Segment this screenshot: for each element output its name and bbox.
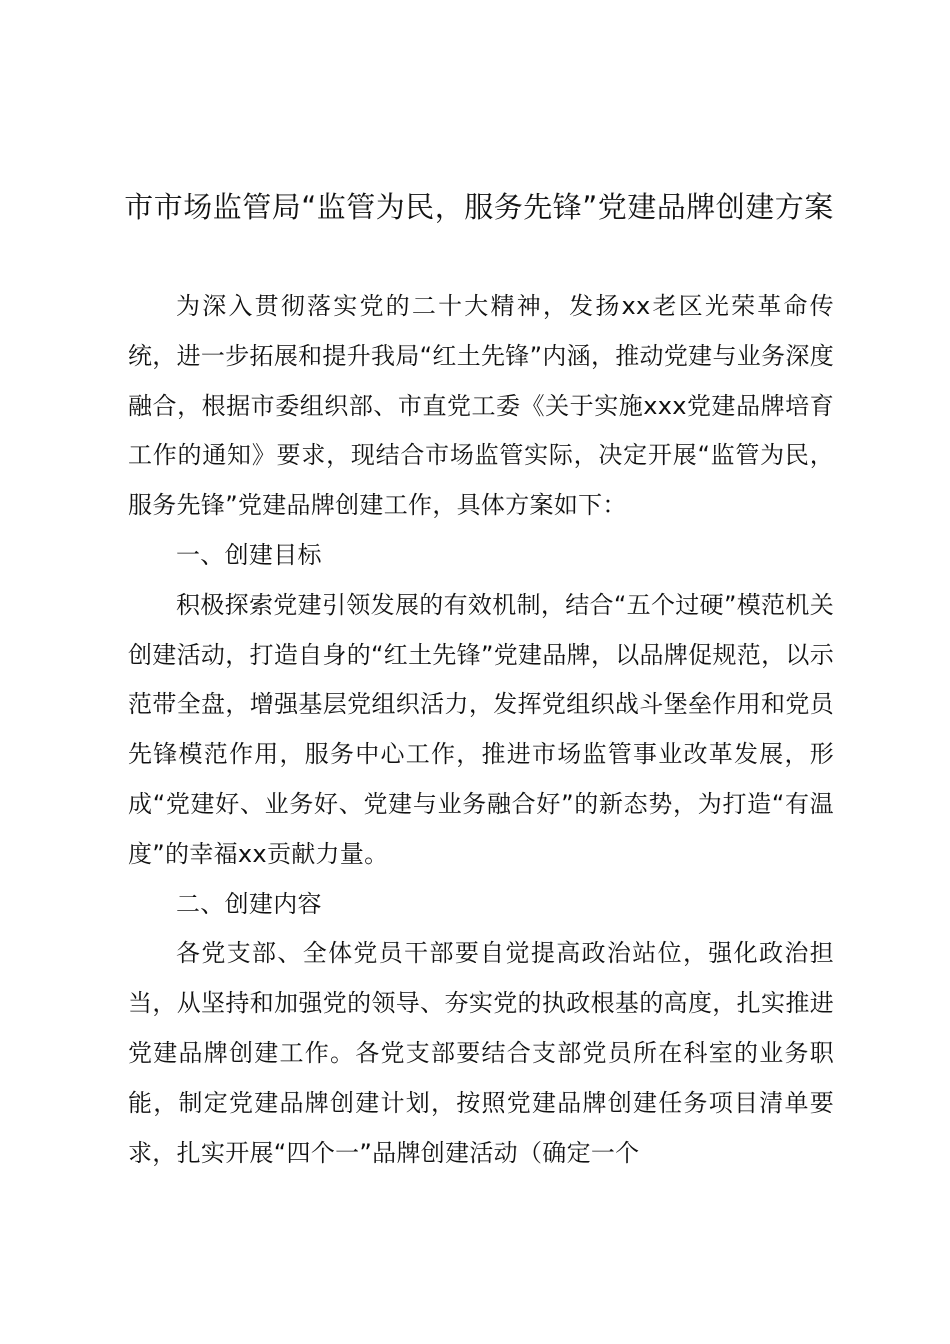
goals-paragraph: 积极探索党建引领发展的有效机制，结合“五个过硬”模范机关创建活动，打造自身的“红土先锋”党建品牌，以品牌促规范，以示范带全盘，增强基层党组织活力，发挥党组织战斗堡垒作用和党员先锋模范作用，服务中心工作，推进市场监管事业改革发展，形成“党建好、业务好、党建与业务融合好”的新态势，为打造“有温度”的幸福xx贡献力量。 bbox=[128, 590, 834, 868]
intro-paragraph: 为深入贯彻落实党的二十大精神，发扬xx老区光荣革命传统，进一步拓展和提升我局“红土先锋”内涵，推动党建与业务深度融合，根据市委组织部、市直党工委《关于实施xxx党建品牌培育工作的通知》要求，现结合市场监管实际，决定开展“监管为民，服务先锋”党建品牌创建工作，具体方案如下： bbox=[128, 292, 834, 520]
section-heading-content: 二、创建内容 bbox=[176, 889, 322, 918]
document-title: 市市场监管局“监管为民，服务先锋”党建品牌创建方案 bbox=[124, 190, 834, 224]
section-heading-goals: 一、创建目标 bbox=[176, 540, 322, 569]
document-body bbox=[128, 282, 834, 1178]
content-paragraph: 各党支部、全体党员干部要自觉提高政治站位，强化政治担当，从坚持和加强党的领导、夯实党的执政根基的高度，扎实推进党建品牌创建工作。各党支部要结合支部党员所在科室的业务职能，制定党建品牌创建计划，按照党建品牌创建任务项目清单要求，扎实开展“四个一”品牌创建活动（确定一个 bbox=[128, 939, 834, 1167]
